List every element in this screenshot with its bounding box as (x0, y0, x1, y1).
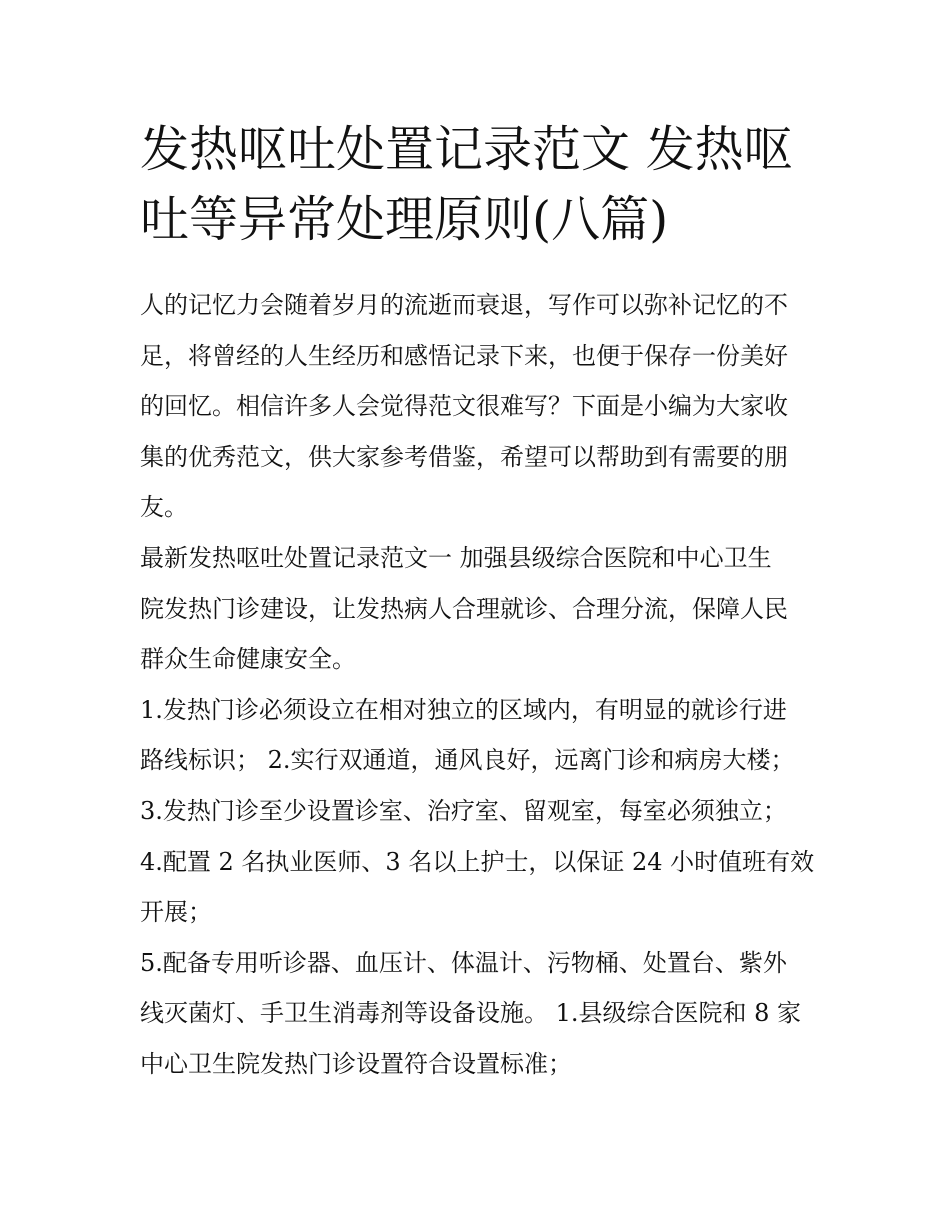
body-line-item-1a: 1.发热门诊必须设立在相对独立的区域内，有明显的就诊行进 (140, 695, 787, 724)
body-line-intro-5: 友。 (140, 493, 188, 522)
document-title (140, 115, 820, 255)
body-line-intro-2: 足，将曾经的人生经历和感悟记录下来，也便于保存一份美好 (140, 341, 788, 370)
body-line-item-5b: 线灭菌灯、手卫生消毒剂等设备设施。 1.县级综合医院和 8 家 (140, 999, 802, 1028)
document-body (140, 280, 820, 1090)
title-line-1: 发热呕吐处置记录范文 发热呕 (140, 121, 793, 178)
body-line-section-2: 院发热门诊建设，让发热病人合理就诊、合理分流，保障人民 (140, 594, 788, 623)
body-line-item-5a: 5.配备专用听诊器、血压计、体温计、污物桶、处置台、紫外 (140, 948, 787, 977)
body-line-item-1b: 路线标识； 2.实行双通道，通风良好，远离门诊和病房大楼； (140, 746, 795, 775)
body-line-item-4b: 开展； (140, 898, 212, 927)
body-line-section-1: 最新发热呕吐处置记录范文一 加强县级综合医院和中心卫生 (140, 543, 772, 572)
body-line-item-4a: 4.配置 2 名执业医师、3 名以上护士，以保证 24 小时值班有效 (140, 847, 815, 876)
body-line-intro-3: 的回忆。相信许多人会觉得范文很难写？下面是小编为大家收 (140, 392, 788, 421)
body-line-item-3: 3.发热门诊至少设置诊室、治疗室、留观室，每室必须独立； (140, 796, 787, 825)
body-line-item-5c: 中心卫生院发热门诊设置符合设置标准； (140, 1049, 572, 1078)
body-line-intro-4: 集的优秀范文，供大家参考借鉴，希望可以帮助到有需要的朋 (140, 442, 788, 471)
body-line-section-3: 群众生命健康安全。 (140, 645, 356, 674)
title-line-2: 吐等异常处理原则(八篇) (140, 191, 669, 248)
body-line-intro-1: 人的记忆力会随着岁月的流逝而衰退，写作可以弥补记忆的不 (140, 291, 788, 319)
